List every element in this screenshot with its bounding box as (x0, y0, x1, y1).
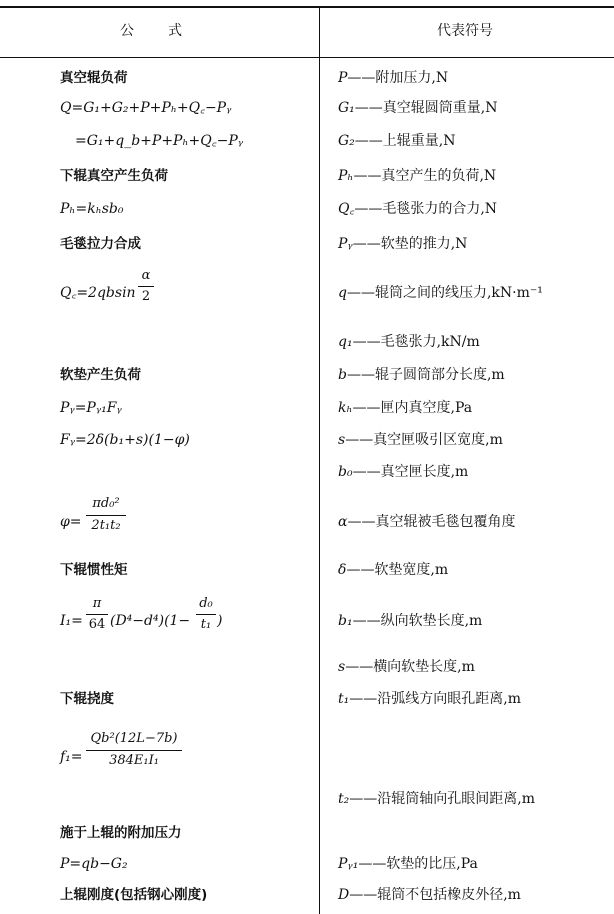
header-formula: 公 式 (120, 23, 184, 39)
label-vacuum-roll-load: 真空辊负荷 (60, 70, 128, 86)
symbol-row (338, 790, 535, 808)
symbol-row (338, 333, 480, 351)
formula-qc-num: α (141, 268, 151, 283)
symbol: s (338, 432, 346, 448)
symbol-desc: ——附加压力,N (347, 70, 449, 86)
label-felt-tension-resultant: 毛毯拉力合成 (60, 236, 141, 252)
symbol-desc: ——毛毯张力,kN/m (352, 334, 480, 350)
formula-f1-bar (86, 750, 182, 751)
formula-qc-lhs: Q꜀=2qbsin (60, 285, 136, 301)
symbol-desc: ——毛毯张力的合力,N (354, 201, 498, 217)
symbol-desc: ——真空匣吸引区宽度,m (345, 432, 503, 448)
symbol-desc: ——辊筒之间的线压力,kN·m⁻¹ (346, 285, 543, 301)
symbol-row (338, 513, 515, 531)
formula-phi-lhs: φ= (60, 514, 82, 530)
symbol: G₂ (338, 133, 355, 149)
formula-i1-tail: ) (217, 613, 223, 629)
symbol-desc: ——软垫的推力,N (352, 236, 468, 252)
symbol-row (338, 200, 497, 218)
symbol-row (338, 366, 505, 384)
formula-py: Pᵧ=Pᵧ₁Fᵧ (60, 400, 122, 416)
formula-f1-lhs: f₁= (60, 749, 83, 765)
formula-ph: Pₕ=kₕsb₀ (60, 201, 124, 217)
formula-qc-bar (138, 286, 154, 287)
symbol-row (338, 399, 472, 417)
column-divider (319, 6, 320, 914)
formula-i1-bar (86, 614, 108, 615)
formula-fy: Fᵧ=2δ(b₁+s)(1−φ) (60, 432, 190, 448)
symbol: b₁ (338, 613, 353, 629)
header-bottom-rule (0, 57, 614, 58)
formula-i1-num: π (92, 596, 102, 611)
label-upper-roll-extra-pressure: 施于上辊的附加压力 (60, 825, 182, 841)
symbol: Pᵧ₁ (338, 856, 359, 872)
symbol-desc: ——软垫宽度,m (346, 562, 449, 578)
formula-p: P=qb−G₂ (60, 856, 128, 872)
formula-q: Q=G₁+G₂+P+Pₕ+Q꜀−Pᵧ (60, 100, 232, 116)
symbol-desc: ——纵向软垫长度,m (352, 613, 483, 629)
formula-phi-den: 2t₁t₂ (91, 518, 121, 533)
symbol-desc: ——真空辊被毛毯包覆角度 (347, 514, 516, 530)
symbol: Q꜀ (338, 201, 355, 217)
symbol: b₀ (338, 464, 353, 480)
symbol: P (338, 70, 348, 86)
symbol-row (338, 561, 448, 579)
symbol-row (338, 463, 468, 481)
symbol-desc: ——横向软垫长度,m (345, 659, 475, 675)
formula-f1-den: 384E₁I₁ (109, 753, 159, 768)
symbol: b (338, 367, 347, 383)
symbol-row (338, 886, 521, 904)
symbol-row (338, 658, 475, 676)
symbol-row (338, 235, 467, 253)
label-pad-load: 软垫产生负荷 (60, 367, 141, 383)
symbol: q (338, 285, 347, 301)
formula-q-expanded: =G₁+q_b+P+Pₕ+Q꜀−Pᵧ (75, 133, 244, 149)
symbol: kₕ (338, 400, 353, 416)
header-symbols: 代表符号 (437, 23, 493, 39)
symbol: α (338, 514, 348, 530)
formula-phi-bar (86, 515, 126, 516)
symbol-desc: ——上辊重量,N (354, 133, 456, 149)
symbol: q₁ (338, 334, 353, 350)
symbol-row (338, 132, 456, 150)
symbol-desc: ——辊子圆筒部分长度,m (346, 367, 505, 383)
symbol: t₁ (338, 691, 350, 707)
formula-i1-mid: (D⁴−d⁴)(1− (110, 613, 191, 629)
formula-i1-den: 64 (88, 617, 106, 632)
symbol-row (338, 612, 482, 630)
formula-i1-lhs: I₁= (60, 613, 83, 629)
symbol-row (338, 284, 543, 302)
label-lower-roll-deflection: 下辊挠度 (60, 691, 114, 707)
label-lower-roll-vacuum-load: 下辊真空产生负荷 (60, 168, 168, 184)
symbol-desc: ——真空辊圆筒重量,N (354, 100, 498, 116)
symbol: t₂ (338, 791, 350, 807)
symbol: δ (338, 562, 347, 578)
symbol-row (338, 431, 503, 449)
symbol-row (338, 99, 498, 117)
formula-f1-num: Qb²(12L−7b) (90, 731, 178, 746)
symbol-row (338, 855, 478, 873)
formula-i1-num2: d₀ (199, 596, 213, 611)
symbol-desc: ——辊筒不包括橡皮外径,m (349, 887, 521, 903)
label-upper-roll-stiffness: 上辊刚度(包括钢心刚度) (60, 887, 208, 903)
symbol: Pₕ (338, 168, 354, 184)
symbol-desc: ——沿弧线方向眼孔距离,m (349, 691, 521, 707)
symbol-desc: ——匣内真空度,Pa (352, 400, 473, 416)
symbol-desc: ——软垫的比压,Pa (358, 856, 478, 872)
formula-phi-num: πd₀² (92, 496, 120, 511)
symbol-row (338, 167, 496, 185)
table-top-rule (0, 6, 614, 8)
formula-qc-den: 2 (141, 289, 151, 304)
symbol-row (338, 690, 521, 708)
symbol: s (338, 659, 346, 675)
formula-i1-bar2 (196, 614, 216, 615)
symbol: D (338, 887, 350, 903)
label-lower-roll-inertia: 下辊惯性矩 (60, 562, 128, 578)
symbol-row (338, 69, 448, 87)
symbol-desc: ——真空产生的负荷,N (353, 168, 497, 184)
symbol: Pᵧ (338, 236, 353, 252)
symbol-desc: ——沿辊筒轴向孔眼间距离,m (349, 791, 535, 807)
formula-i1-den2: t₁ (200, 617, 212, 632)
symbol-desc: ——真空匣长度,m (352, 464, 469, 480)
symbol: G₁ (338, 100, 355, 116)
